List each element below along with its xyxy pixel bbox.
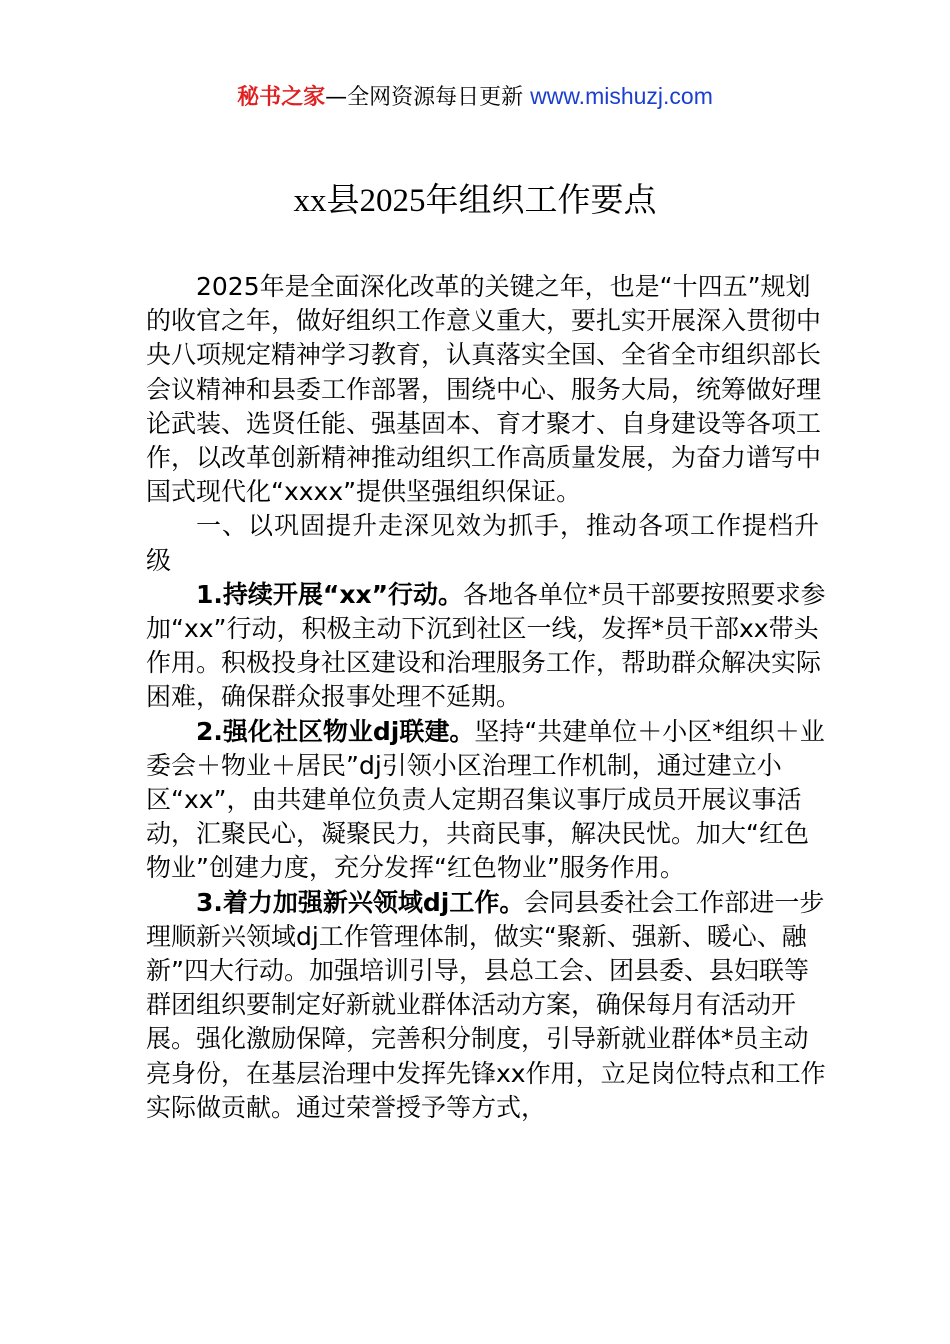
banner-url-link[interactable]: www.mishuzj.com (530, 83, 713, 109)
document-title: xx县2025年组织工作要点 (293, 183, 657, 219)
item-lead: 3.着力加强新兴领域dj工作。 (196, 887, 525, 917)
list-item (146, 886, 831, 1125)
banner-brand: 秘书之家 (237, 85, 326, 110)
intro-paragraph: 2025年是全面深化改革的关键之年，也是“十四五”规划的收官之年，做好组织工作意义重大，要扎实开展深入贯彻中央八项规定精神学习教育，认真落实全国、全省全市组织部长会议精神和县委工作部署，围绕中心、服务大局，统筹做好理论武装、选贤任能、强基固本、育才聚才、自身建设等各项工作，以改革创新精神推动组织工作高质量发展，为奋力谱写中国式现代化“xxxx”提供坚强组织保证。 (146, 272, 822, 507)
document-body (146, 270, 831, 1125)
list-item (146, 578, 831, 715)
banner-tagline: —全网资源每日更新 (325, 85, 531, 110)
item-body: 会同县委社会工作部进一步理顺新兴领域dj工作管理体制，做实“聚新、强新、暖心、融新”四大行动。加强培训引导，县总工会、团县委、县妇联等群团组织要制定好新就业群体活动方案，确保每月有活动开展。强化激励保障，完善积分制度，引导新就业群体*员主动亮身份，在基层治理中发挥先锋xx作用，立足岗位特点和工作实际做贡献。通过荣誉授予等方式， (146, 887, 826, 1122)
item-lead: 2.强化社区物业dj联建。 (196, 716, 475, 746)
item-lead: 1.持续开展“xx”行动。 (196, 579, 464, 609)
item-body: 坚持“共建单位＋小区*组织＋业委会＋物业＋居民”dj引领小区治理工作机制，通过建立小区“xx”，由共建单位负责人定期召集议事厅成员开展议事活动，汇聚民心，凝聚民力，共商民事，解决民忧。加大“红色物业”创建力度，充分发挥“红色物业”服务作用。 (146, 716, 825, 883)
section-heading: 一、以巩固提升走深见效为抓手，推动各项工作提档升级 (146, 511, 821, 575)
item-body: 各地各单位*员干部要按照要求参加“xx”行动，积极主动下沉到社区一线，发挥*员干部xx带头作用。积极投身社区建设和治理服务工作，帮助群众解决实际困难，确保群众报事处理不延期。 (146, 579, 826, 712)
site-banner (0, 80, 950, 114)
list-item (146, 715, 831, 886)
